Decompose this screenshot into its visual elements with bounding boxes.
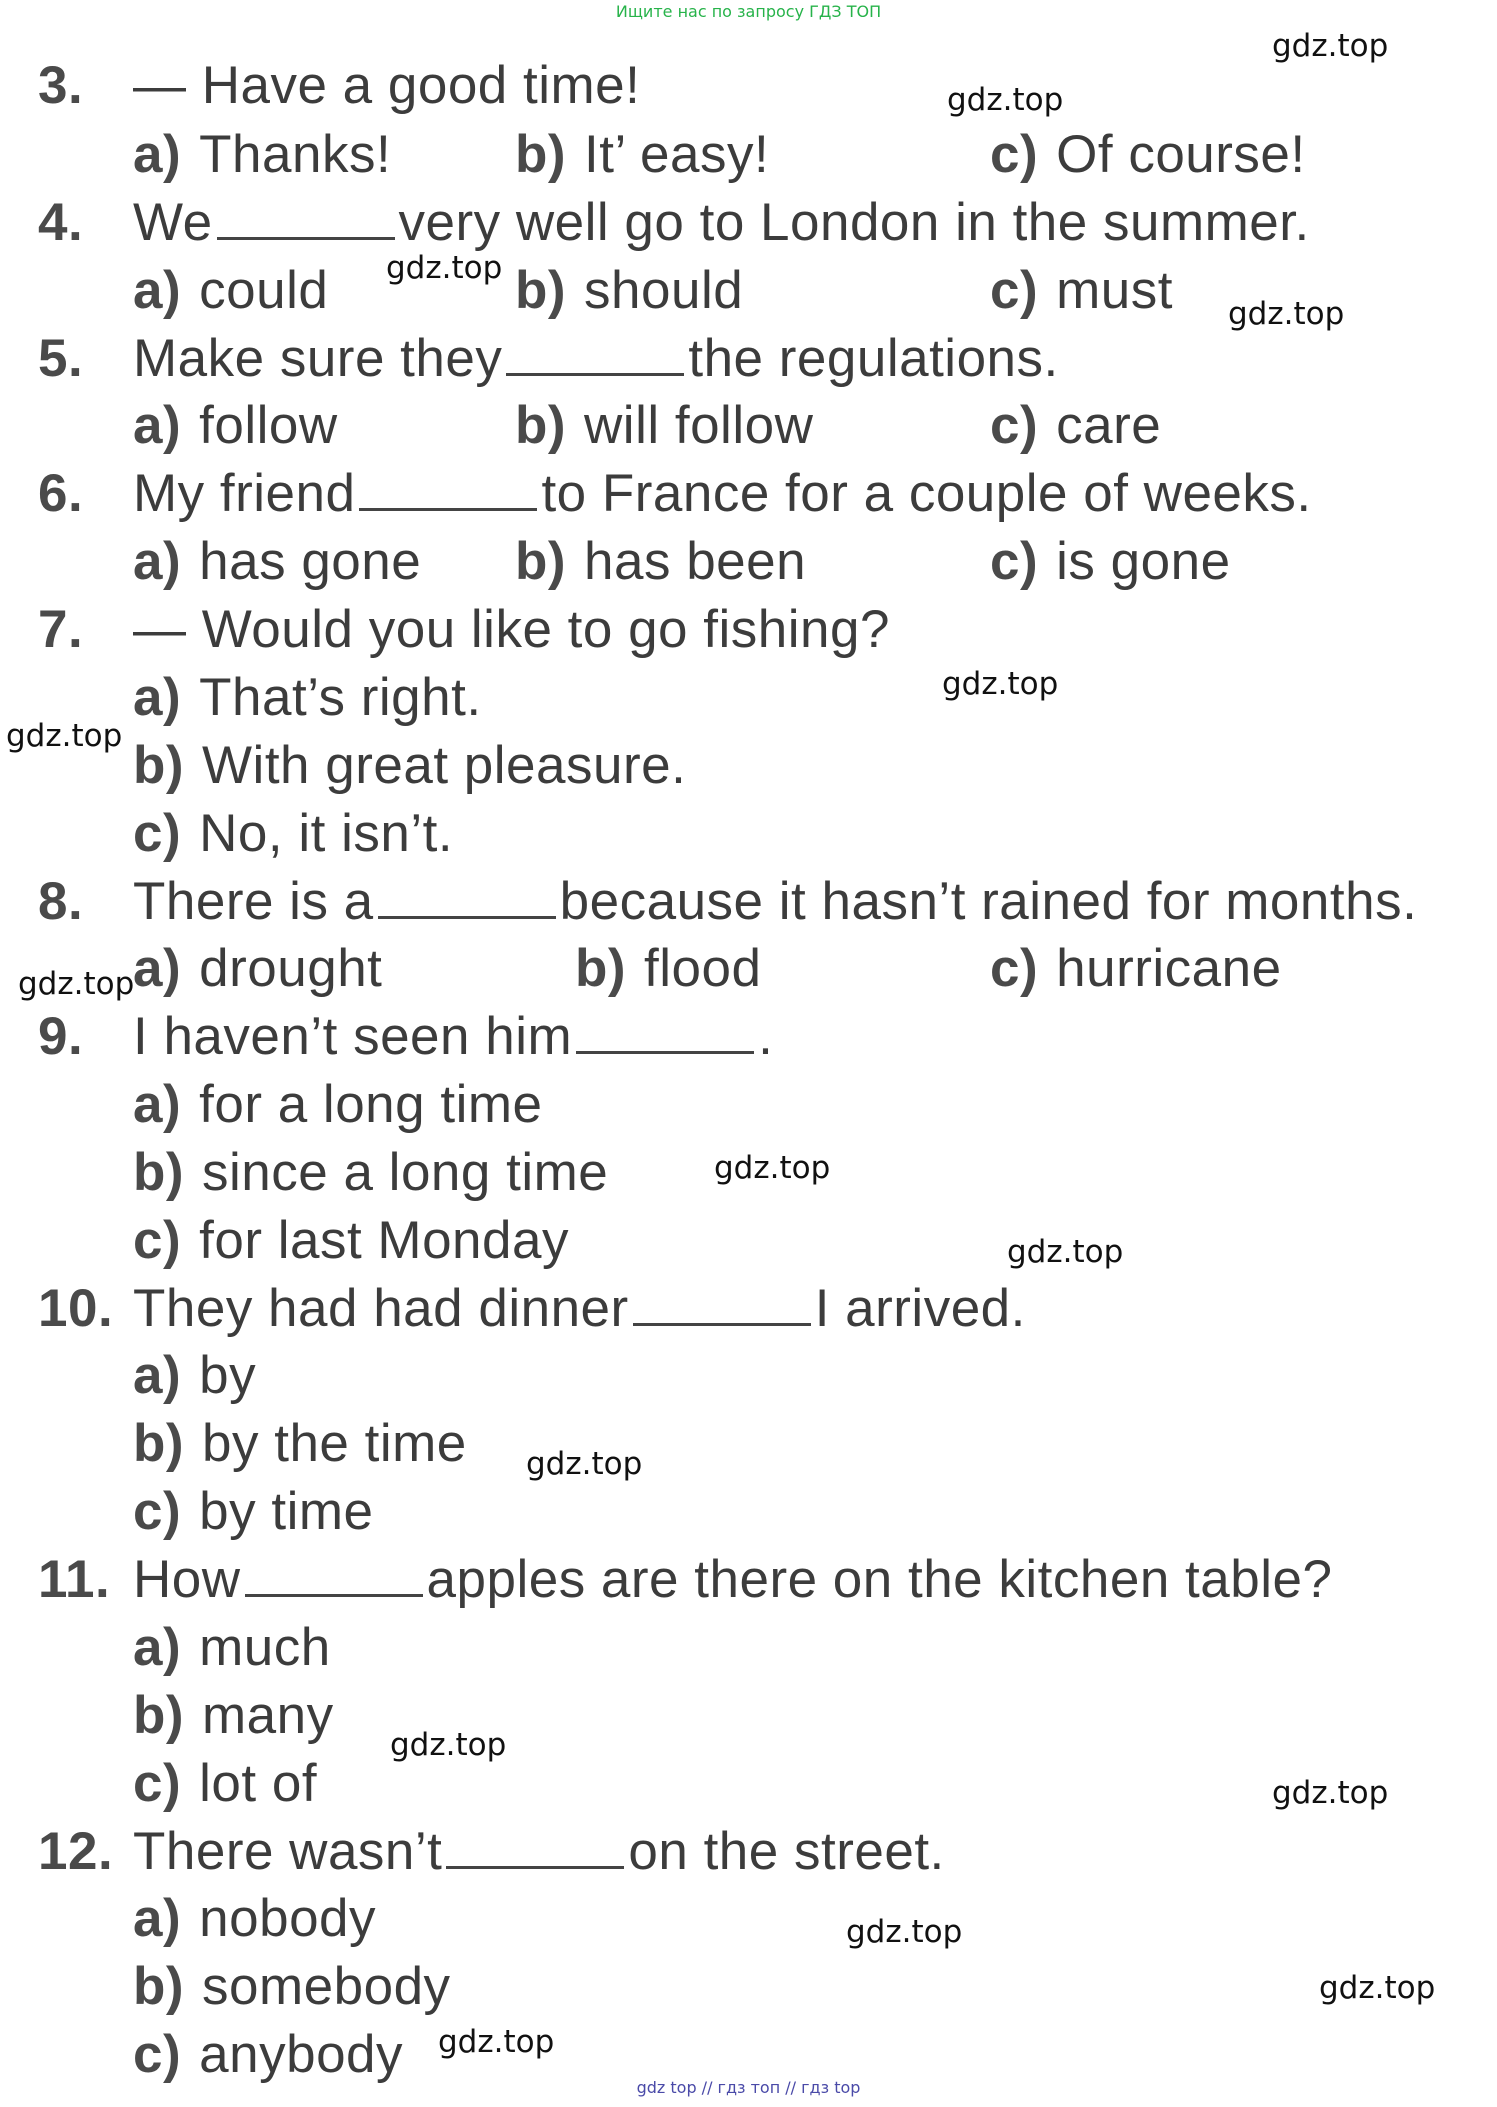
option-a: a) could — [133, 261, 329, 320]
answer-blank — [378, 876, 556, 919]
watermark: gdz.top — [526, 1446, 643, 1482]
question-number: 3. — [38, 56, 84, 115]
question-text: We very well go to London in the summer. — [133, 193, 1310, 252]
watermark: gdz.top — [1272, 1775, 1389, 1811]
option-a: a) Thanks! — [133, 125, 392, 184]
option-b: b) It’ easy! — [515, 125, 770, 184]
question-number: 4. — [38, 193, 84, 252]
question-number: 5. — [38, 329, 84, 388]
question-text: I haven’t seen him . — [133, 1007, 774, 1066]
watermark: gdz.top — [18, 966, 135, 1002]
watermark: gdz.top — [438, 2024, 555, 2060]
option-c: c) Of course! — [990, 125, 1306, 184]
watermark: gdz.top — [846, 1914, 963, 1950]
answer-blank — [633, 1283, 811, 1326]
answer-blank — [446, 1826, 624, 1869]
question-number: 6. — [38, 464, 84, 523]
question-text: — Have a good time! — [133, 56, 641, 115]
option-b: b) will follow — [515, 396, 814, 455]
question-number: 7. — [38, 600, 84, 659]
watermark: gdz.top — [1228, 296, 1345, 332]
watermark: gdz.top — [947, 82, 1064, 118]
question-text: — Would you like to go fishing? — [133, 600, 890, 659]
question-text: There is a because it hasn’t rained for months. — [133, 872, 1418, 931]
answer-blank — [506, 333, 684, 376]
option-b: b) has been — [515, 532, 807, 591]
question-number: 11. — [38, 1550, 111, 1609]
answer-blank — [359, 468, 537, 511]
search-banner: Ищите нас по запросу ГДЗ ТОП — [615, 2, 882, 21]
footer-links: gdz top // гдз топ // гдз top — [636, 2078, 861, 2097]
answer-blank — [245, 1554, 423, 1597]
option-b: b) should — [515, 261, 744, 320]
watermark: gdz.top — [1319, 1970, 1436, 2006]
watermark: gdz.top — [714, 1150, 831, 1186]
watermark: gdz.top — [390, 1727, 507, 1763]
watermark: gdz.top — [942, 666, 1059, 702]
option-c: c) care — [990, 396, 1162, 455]
option-c: c) hurricane — [990, 939, 1282, 998]
question-number: 12. — [38, 1822, 114, 1881]
option-a: a) drought — [133, 939, 383, 998]
question-number: 9. — [38, 1007, 84, 1066]
question-number: 8. — [38, 872, 84, 931]
question-text: They had had dinner I arrived. — [133, 1279, 1026, 1338]
watermark: gdz.top — [386, 250, 503, 286]
watermark: gdz.top — [1007, 1234, 1124, 1270]
question-text: How apples are there on the kitchen table? — [133, 1550, 1333, 1609]
watermark: gdz.top — [6, 718, 123, 754]
option-a: a) has gone — [133, 532, 422, 591]
option-a: a) follow — [133, 396, 338, 455]
question-text: My friend to France for a couple of weeks. — [133, 464, 1312, 523]
option-b: b) flood — [575, 939, 762, 998]
option-c: c) must — [990, 261, 1173, 320]
option-c: c) is gone — [990, 532, 1231, 591]
question-text: There wasn’t on the street. — [133, 1822, 945, 1881]
question-number: 10. — [38, 1279, 114, 1338]
watermark: gdz.top — [1272, 28, 1389, 64]
question-text: Make sure they the regulations. — [133, 329, 1059, 388]
answer-blank — [217, 197, 395, 240]
answer-blank — [576, 1011, 754, 1054]
